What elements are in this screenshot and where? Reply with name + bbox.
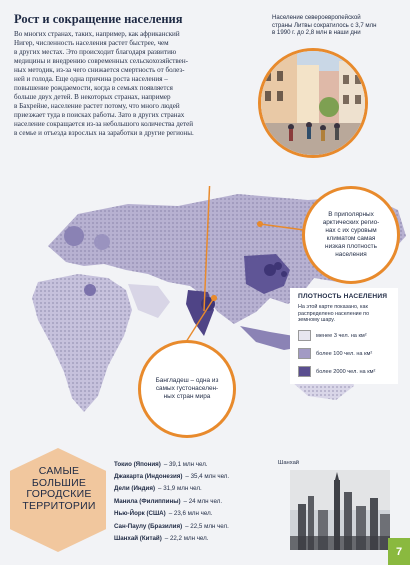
cities-heading: [16, 466, 102, 512]
body-line: население сокращается из-за небольшого количества детей: [14, 120, 194, 128]
list-item: Манила (Филиппины) – 24 млн чел.: [114, 497, 223, 505]
heading-line: ТЕРРИТОРИИ: [22, 499, 96, 512]
legend-description: [298, 304, 394, 324]
body-line: Во многих странах, таких, например, как африканский: [14, 30, 180, 38]
body-line: повышение рождаемости, когда в семьях появляется: [14, 84, 173, 92]
legend-swatch-high: [298, 366, 311, 377]
body-line: ней и голода. Еще одна причина роста населения –: [14, 75, 168, 83]
legend-item-high: [298, 366, 375, 377]
body-line: медицины и внедрению современных сельскохозяйствен-: [14, 57, 188, 65]
body-line: ных методик, из-за чего снижается смертность от болез-: [14, 66, 185, 74]
bangladesh-bubble: [138, 340, 236, 438]
bubble-line: нах с их суровым: [325, 227, 377, 234]
body-line: больше двух детей. В некоторых странах, например: [14, 93, 171, 101]
shanghai-skyline-photo: [290, 470, 390, 550]
list-item: Шанхай (Китай) – 22,2 млн чел.: [114, 535, 209, 543]
heading-line: БОЛЬШИЕ: [31, 476, 87, 489]
legend-label: менее 3 чел. на км²: [316, 332, 367, 339]
legend-desc-line: распределено население по: [298, 310, 370, 317]
list-item: Нью-Йорк (США) – 23,6 млн чел.: [114, 510, 213, 518]
legend-desc-line: На этой карте показано, как: [298, 304, 368, 310]
section-title: Рост и сокращение населения: [14, 12, 183, 26]
shanghai-photo-label: Шанхай: [278, 460, 300, 466]
bubble-line: населения: [335, 251, 367, 258]
caption-line: в 1990 г. до 2,8 млн в наши дни: [272, 29, 361, 37]
bubble-line: самых густонаселен-: [155, 385, 219, 392]
list-item: Токио (Япония) – 39,1 млн чел.: [114, 460, 208, 468]
heading-line: САМЫЕ: [38, 465, 80, 477]
list-item: Джакарта (Индонезия) – 35,4 млн чел.: [114, 473, 230, 481]
body-line: в других местах. Это происходит благодаря развитию: [14, 48, 177, 56]
bubble-line: Бангладеш – одна из: [155, 377, 219, 384]
bubble-line: арктических регио-: [322, 219, 380, 226]
list-item: Сан-Паулу (Бразилия) – 22,5 млн чел.: [114, 522, 229, 530]
legend-swatch-low: [298, 330, 311, 341]
density-legend: [290, 288, 398, 384]
body-line: Нигер, численность населения растет быстрее, чем: [14, 39, 169, 47]
legend-swatch-medium: [298, 348, 311, 359]
cities-list: [114, 458, 294, 545]
body-line: в семье и отъезда взрослых на заработки в другие регионы.: [14, 129, 194, 137]
bubble-line: низкая плотность: [325, 243, 377, 250]
list-item: Дели (Индия) – 31,9 млн чел.: [114, 485, 202, 493]
legend-title: ПЛОТНОСТЬ НАСЕЛЕНИЯ: [298, 293, 388, 300]
caption-line: Население североевропейской: [272, 14, 361, 21]
bubble-line: ных стран мира: [163, 393, 211, 400]
legend-label: более 100 чел. на км²: [316, 350, 373, 357]
bubble-line: климатом самая: [326, 235, 376, 242]
bubble-line: В приполярных: [328, 211, 374, 218]
legend-label: более 2000 чел. на км²: [316, 368, 376, 375]
caption-line: страны Литвы сократилось с 3,7 млн: [272, 21, 377, 29]
heading-line: ГОРОДСКИЕ: [26, 488, 92, 500]
arctic-density-bubble: [302, 186, 400, 284]
page-number: 7: [388, 538, 410, 565]
legend-item-medium: [298, 348, 372, 359]
body-line: в Бахрейне, население растет потому, что много людей: [14, 102, 180, 110]
legend-item-low: [298, 330, 367, 341]
legend-desc-line: земному шару.: [298, 317, 335, 324]
body-line: приезжает туда в поисках работы. Зато в других странах: [14, 111, 185, 119]
